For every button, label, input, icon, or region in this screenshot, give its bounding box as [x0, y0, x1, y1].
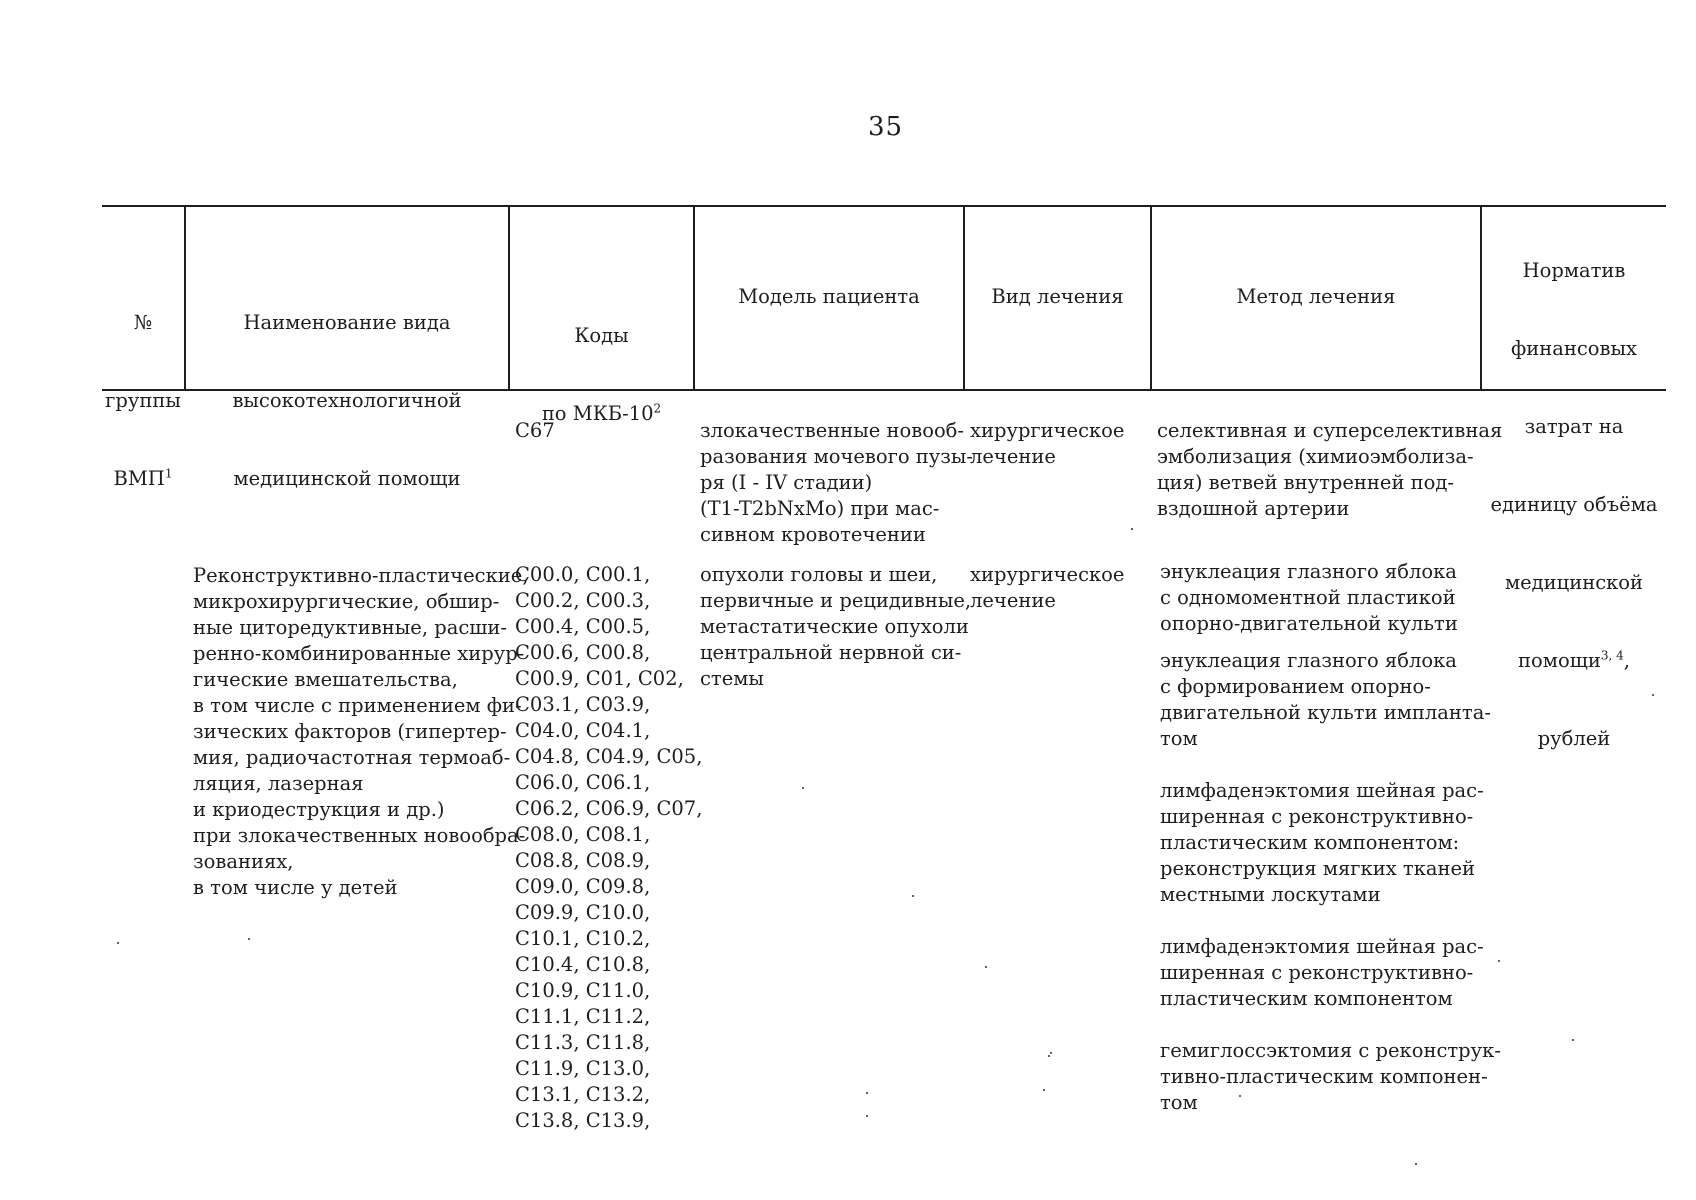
header-cost-standard-line: затрат на	[1524, 415, 1624, 438]
treatment-method-item: лимфаденэктомия шейная рас- ширенная с реконструктивно- пластическим компонентом	[1160, 935, 1484, 1010]
header-group-number-line: №	[133, 311, 153, 334]
header-cost-standard	[1482, 206, 1666, 804]
scan-speck	[1239, 1095, 1241, 1097]
header-treatment-type: Вид лечения	[991, 285, 1124, 308]
scan-speck	[1652, 694, 1654, 696]
header-icd-codes-line: по МКБ-$10^2$	[541, 401, 662, 425]
scan-speck	[1498, 960, 1500, 962]
header-icd-codes	[510, 271, 693, 479]
scan-speck	[866, 1115, 868, 1117]
treatment-method-item: лимфаденэктомия шейная рас- ширенная с реконструктивно- пластическим компонентом: реконструкция мягких тканей местными лоскутами	[1160, 779, 1484, 906]
scan-speck	[802, 787, 804, 789]
treatment-method-item: энуклеация глазного яблока с одномоментной пластикой опорно-двигательной культи	[1160, 560, 1458, 635]
header-group-number	[102, 258, 184, 544]
care-type-name-cell: Реконструктивно-пластические, микрохирургические, обшир- ные циторедуктивные, расши- ренно-комбинированные хирур- гические вмешательства, в том числе с применением фи- зических факторов (гипертер- мия, радиочастотная термоаб- ляция, лазерная и криодеструкция и др.) при злокачественных новообра- зованиях, в том числе у детей	[193, 564, 529, 899]
scan-speck	[1572, 1039, 1574, 1041]
header-group-number-line: группы	[105, 389, 181, 412]
page-number: 35	[868, 112, 904, 142]
treatment-method-cell: селективная и суперселективная эмболизация (химиоэмболиза- ция) ветвей внутренней под- вздошной артерии	[1157, 419, 1503, 520]
scan-speck	[1131, 528, 1133, 530]
footnote-ref: 1	[164, 466, 173, 481]
header-patient-model: Модель пациента	[738, 285, 920, 308]
header-cost-standard-line: финансовых	[1510, 337, 1638, 360]
header-cost-standard-line: рублей	[1537, 727, 1611, 750]
footnote-ref: 3, 4	[1600, 648, 1624, 663]
header-cost-standard-line: единицу объёма	[1490, 493, 1658, 516]
header-cost-standard-line: медицинской	[1504, 571, 1644, 594]
footnote-ref: 2	[653, 401, 662, 416]
table-top-border	[102, 205, 1666, 207]
header-cost-standard-line: помощи$^{3, 4}$,	[1518, 648, 1630, 672]
header-care-type-name	[186, 258, 508, 544]
treatment-method-item: энуклеация глазного яблока с формированием опорно- двигательной культи импланта- том	[1160, 649, 1491, 750]
header-icd-codes-line: Коды	[574, 324, 629, 347]
scan-speck	[248, 938, 250, 940]
scan-speck	[912, 895, 914, 897]
treatment-type-cell: хирургическое лечение	[970, 563, 1125, 612]
patient-model-cell: злокачественные новооб- разования мочевого пузы- ря (I - IV стадии) (T1-T2bNxMo) при мас- сивном кровотечении	[700, 419, 974, 546]
header-group-number-line: ВМП$^1$	[113, 466, 173, 490]
treatment-type-cell: хирургическое лечение	[970, 419, 1125, 468]
header-cost-standard-line: Норматив	[1522, 259, 1626, 282]
header-treatment-method: Метод лечения	[1236, 285, 1396, 308]
scan-speck	[985, 966, 987, 968]
scan-speck	[1415, 1163, 1417, 1165]
patient-model-cell: опухоли головы и шеи, первичные и рецидивные, метастатические опухоли центральной нервной си- стемы	[700, 563, 972, 690]
scan-speck	[1048, 1055, 1050, 1057]
header-care-type-name-line: медицинской помощи	[233, 467, 461, 490]
scan-speck	[866, 1092, 868, 1094]
scan-speck	[1050, 1052, 1052, 1054]
header-care-type-name-line: Наименование вида	[243, 311, 451, 334]
icd-codes-cell: С67	[515, 419, 555, 442]
scan-speck	[117, 942, 119, 944]
scan-speck	[1043, 1089, 1045, 1091]
treatment-method-item: гемиглоссэктомия с реконструк- тивно-пластическим компонен- том	[1160, 1039, 1501, 1114]
header-care-type-name-line: высокотехнологичной	[232, 389, 462, 412]
icd-codes-cell: С00.0, С00.1, С00.2, С00.3, С00.4, С00.5, С00.6, С00.8, С00.9, С01, С02, С03.1, С03.9, С04.0, С04.1, С04.8, С04.9, С05, С06.0, С06.1, С06.2, С06.9, С07, С08.0, С08.1, С08.8, С08.9, С09.0, С09.8, С09.9, С10.0, С10.1, С10.2, С10.4, С10.8, С10.9, С11.0, С11.1, С11.2, С11.3, С11.8, С11.9, С13.0, С13.1, С13.2, С13.8, С13.9,	[515, 563, 703, 1132]
